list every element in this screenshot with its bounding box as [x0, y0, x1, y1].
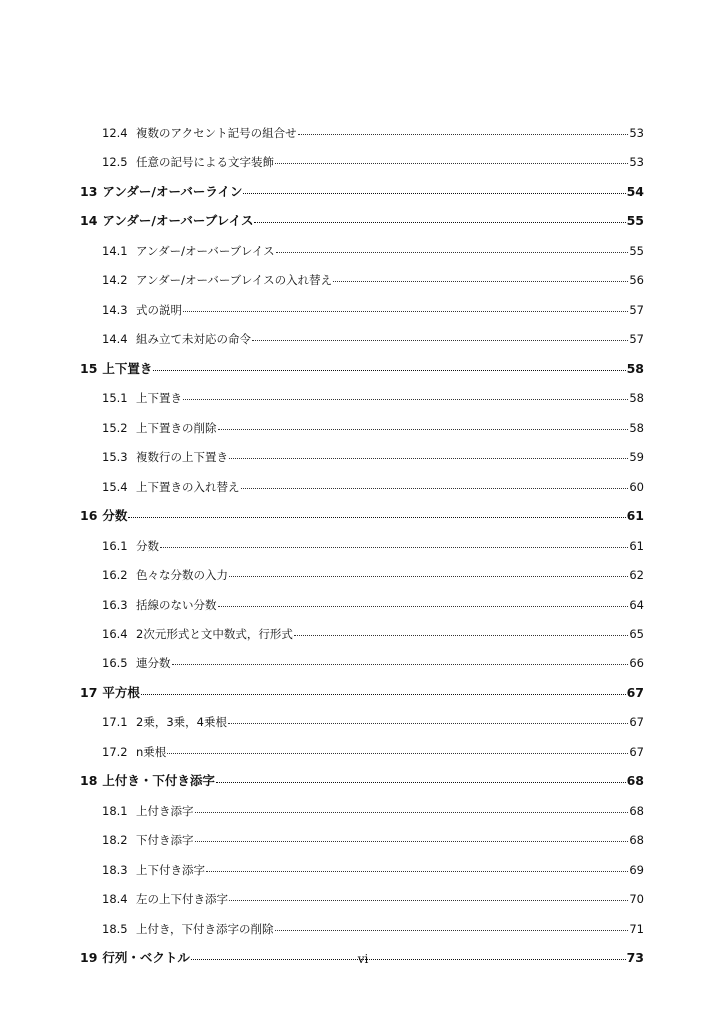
toc-section-entry[interactable] [80, 269, 644, 298]
entry-page: 67 [626, 684, 644, 700]
entry-page: 53 [629, 155, 644, 170]
entry-page: 55 [626, 213, 644, 229]
entry-number: 16 [80, 508, 98, 524]
entry-title: 分数 [136, 538, 159, 553]
dot-leader [298, 122, 629, 135]
entry-page: 60 [629, 479, 644, 494]
toc-section-entry[interactable] [80, 859, 644, 888]
toc-section-entry[interactable] [80, 800, 644, 829]
dot-leader [275, 918, 629, 931]
toc-section-entry[interactable] [80, 564, 644, 593]
entry-page: 54 [626, 183, 644, 199]
dot-leader [276, 240, 629, 253]
entry-title: 色々な分数の入力 [136, 568, 228, 583]
entry-title: アンダー/オーバーブレイス [136, 243, 275, 258]
dot-leader [216, 770, 626, 783]
entry-title: アンダー/オーバーブレイス [102, 213, 254, 229]
toc-section-entry[interactable] [80, 829, 644, 858]
entry-title: 平方根 [102, 684, 140, 700]
dot-leader [333, 269, 628, 282]
dot-leader [167, 741, 628, 754]
entry-page: 61 [629, 538, 644, 553]
toc-chapter-entry[interactable] [80, 682, 644, 711]
dot-leader [128, 505, 625, 518]
entry-title: 複数のアクセント記号の組合せ [136, 126, 297, 140]
toc-section-entry[interactable] [80, 741, 644, 770]
entry-title: 式の説明 [136, 302, 182, 317]
dot-leader [218, 594, 629, 607]
dot-leader [206, 859, 628, 872]
entry-page: 70 [629, 892, 644, 907]
entry-title: アンダー/オーバーライン [102, 183, 243, 199]
entry-page: 58 [626, 360, 644, 376]
toc-section-entry[interactable] [80, 888, 644, 917]
entry-page: 64 [629, 597, 644, 612]
entry-title: 上下置きの入れ替え [136, 479, 240, 494]
toc-section-entry[interactable] [80, 918, 644, 947]
dot-leader [275, 151, 628, 164]
entry-number: 18.1 [102, 803, 128, 818]
entry-number: 14.1 [102, 243, 128, 258]
toc-section-entry[interactable] [80, 240, 644, 269]
entry-title: 下付き添字 [136, 833, 194, 848]
entry-title: アンダー/オーバーブレイスの入れ替え [136, 273, 333, 288]
entry-page: 67 [629, 744, 644, 759]
entry-number: 18.4 [102, 892, 128, 907]
entry-title: 上付き，下付き添字の削除 [136, 921, 274, 936]
entry-number: 14.3 [102, 302, 128, 317]
page-number: vi [357, 952, 369, 966]
entry-title: 組み立て未対応の命令 [136, 332, 251, 347]
entry-title: 連分数 [136, 656, 171, 671]
entry-page: 68 [629, 803, 644, 818]
entry-title: 任意の記号による文字装飾 [136, 155, 274, 170]
entry-title: 括線のない分数 [136, 597, 217, 612]
entry-number: 15.2 [102, 420, 128, 435]
entry-title: 上下付き添字 [136, 862, 205, 877]
toc-section-entry[interactable] [80, 446, 644, 475]
entry-title: 上下置き [102, 360, 153, 376]
toc-section-entry[interactable] [80, 594, 644, 623]
toc-section-entry[interactable] [80, 535, 644, 564]
toc-chapter-entry[interactable] [80, 770, 644, 799]
entry-title: 上下置きの削除 [136, 420, 217, 435]
entry-number: 16.5 [102, 656, 128, 671]
entry-number: 12.5 [102, 155, 128, 170]
entry-number: 14 [80, 213, 98, 229]
toc-chapter-entry[interactable] [80, 358, 644, 387]
entry-number: 15.4 [102, 479, 128, 494]
entry-page: 58 [629, 420, 644, 435]
entry-page: 59 [629, 450, 644, 465]
entry-number: 19 [80, 950, 98, 966]
dot-leader [183, 299, 628, 312]
dot-leader [183, 387, 628, 400]
toc-section-entry[interactable] [80, 417, 644, 446]
entry-page: 73 [626, 950, 644, 966]
entry-number: 16.4 [102, 626, 128, 641]
entry-page: 57 [629, 332, 644, 347]
dot-leader [294, 623, 629, 636]
entry-page: 58 [629, 391, 644, 406]
entry-page: 61 [626, 508, 644, 524]
entry-number: 16.1 [102, 538, 128, 553]
dot-leader [229, 564, 628, 577]
entry-page: 67 [629, 715, 644, 730]
toc-chapter-entry[interactable] [80, 181, 644, 210]
toc-chapter-entry[interactable] [80, 210, 644, 239]
entry-title: 行列・ベクトル [102, 950, 190, 966]
entry-number: 15 [80, 360, 98, 376]
dot-leader [229, 446, 628, 459]
toc-section-entry[interactable] [80, 387, 644, 416]
entry-number: 13 [80, 183, 98, 199]
toc-section-entry[interactable] [80, 652, 644, 681]
entry-page: 62 [629, 568, 644, 583]
dot-leader [160, 535, 628, 548]
table-of-contents [80, 122, 644, 977]
dot-leader [243, 181, 625, 194]
entry-title: 複数行の上下置き [136, 450, 228, 465]
entry-title: 上下置き [136, 391, 182, 406]
entry-number: 15.1 [102, 391, 128, 406]
entry-page: 71 [629, 921, 644, 936]
entry-number: 16.3 [102, 597, 128, 612]
entry-title: n乗根 [136, 744, 167, 759]
dot-leader [228, 711, 628, 724]
toc-section-entry[interactable] [80, 122, 644, 151]
dot-leader [195, 829, 629, 842]
toc-section-entry[interactable] [80, 623, 644, 652]
entry-number: 18.3 [102, 862, 128, 877]
entry-page: 65 [629, 626, 644, 641]
entry-page: 69 [629, 862, 644, 877]
entry-page: 68 [629, 833, 644, 848]
entry-title: 分数 [102, 508, 128, 524]
dot-leader [195, 800, 629, 813]
entry-title: 上付き添字 [136, 803, 194, 818]
entry-number: 14.2 [102, 273, 128, 288]
toc-section-entry[interactable] [80, 328, 644, 357]
entry-number: 14.4 [102, 332, 128, 347]
dot-leader [241, 476, 629, 489]
entry-number: 15.3 [102, 450, 128, 465]
entry-number: 17 [80, 684, 98, 700]
toc-chapter-entry[interactable] [80, 505, 644, 534]
entry-title: 2乗，3乗，4乗根 [136, 715, 227, 730]
dot-leader [172, 652, 629, 665]
entry-page: 56 [629, 273, 644, 288]
toc-section-entry[interactable] [80, 476, 644, 505]
entry-page: 53 [629, 126, 644, 140]
entry-number: 18 [80, 773, 98, 789]
entry-page: 57 [629, 302, 644, 317]
toc-section-entry[interactable] [80, 151, 644, 180]
dot-leader [229, 888, 628, 901]
entry-number: 17.1 [102, 715, 128, 730]
dot-leader [254, 210, 625, 223]
dot-leader [153, 358, 625, 371]
entry-title: 上付き・下付き添字 [102, 773, 215, 789]
entry-number: 18.2 [102, 833, 128, 848]
entry-number: 12.4 [102, 126, 128, 140]
entry-page: 55 [629, 243, 644, 258]
entry-page: 66 [629, 656, 644, 671]
dot-leader [252, 328, 628, 341]
entry-title: 2次元形式と文中数式，行形式 [136, 626, 293, 641]
dot-leader [141, 682, 626, 695]
entry-number: 18.5 [102, 921, 128, 936]
toc-section-entry[interactable] [80, 299, 644, 328]
entry-number: 16.2 [102, 568, 128, 583]
entry-page: 68 [626, 773, 644, 789]
entry-title: 左の上下付き添字 [136, 892, 228, 907]
entry-number: 17.2 [102, 744, 128, 759]
toc-section-entry[interactable] [80, 711, 644, 740]
dot-leader [218, 417, 629, 430]
